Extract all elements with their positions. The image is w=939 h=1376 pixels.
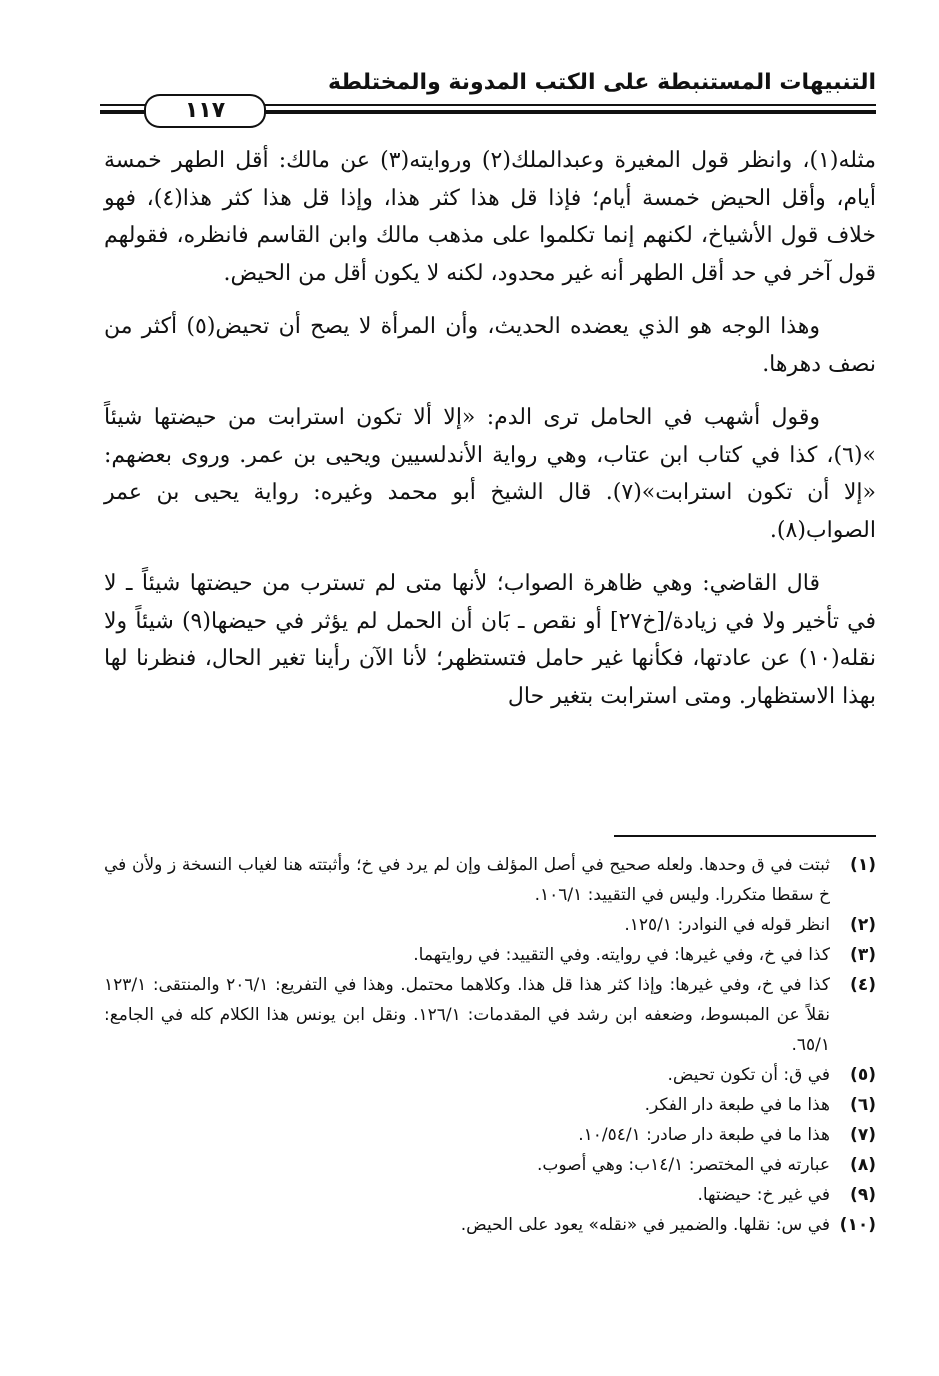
footnote-text: في غير خ: حيضتها. — [697, 1185, 830, 1205]
footnote-item — [104, 1180, 876, 1210]
footnote-number: (١) — [850, 855, 876, 875]
footnote-text: كذا في خ، وفي غيرها: وإذا كثر هذا قل هذا. وكلاهما محتمل. وهذا في التفريع: ٢٠٦/١ والمنتقى: ١٢٣/١ نقلاً عن المبسوط، وضعفه ابن رشد في المقدمات: ١٢٦/١. ونقل ابن يونس هذا الكلام كله في الجامع: ٦٥/١. — [104, 975, 830, 1055]
footnote-number: (٩) — [850, 1185, 876, 1205]
footnote-text: ثبتت في ق وحدها. ولعله صحيح في أصل المؤلف وإن لم يرد في خ؛ وأثبتته هنا لغياب النسخة ز ولأن في خ سقطا متكررا. وليس في التقييد: ١٠٦/١. — [104, 855, 830, 905]
footnote-number: (٧) — [850, 1125, 876, 1145]
main-text — [104, 142, 876, 731]
footnote-item — [104, 940, 876, 970]
footnote-number: (٦) — [850, 1095, 876, 1115]
footnote-item — [104, 1090, 876, 1120]
footnote-item — [104, 1060, 876, 1090]
paragraph: وهذا الوجه هو الذي يعضده الحديث، وأن المرأة لا يصح أن تحيض(٥) أكثر من نصف دهرها. — [104, 314, 876, 377]
footnote-number: (٤) — [850, 975, 876, 995]
footnotes — [104, 850, 876, 1240]
footnote-number: (١٠) — [839, 1215, 876, 1235]
footnote-number: (٣) — [850, 945, 876, 965]
footnote-item — [104, 1150, 876, 1180]
footnote-text: في س: نقلها. والضمير في «نقله» يعود على الحيض. — [460, 1215, 830, 1235]
footnote-text: انظر قوله في النوادر: ١٢٥/١. — [624, 915, 830, 935]
paragraph: مثله(١)، وانظر قول المغيرة وعبدالملك(٢) وروايته(٣) عن مالك: أقل الطهر خمسة أيام، وأقل الحيض خمسة أيام؛ فإذا قل هذا كثر هذا، وإذا قل هذا كثر هذا(٤)، فهو خلاف قول الأشياخ، لكنهم إنما تكلموا على مذهب مالك وابن القاسم فانظره، فقولهم قول آخر في حد أقل الطهر أنه غير محدود، لكنه لا يكون أقل من الحيض. — [104, 148, 877, 286]
footnote-text: هذا ما في طبعة دار صادر: ١٠/٥٤/١. — [578, 1125, 830, 1145]
footnote-divider — [614, 835, 876, 837]
footnote-text: كذا في خ، وفي غيرها: في روايته. وفي التقييد: في روايتهما. — [413, 945, 830, 965]
footnote-text: عبارته في المختصر: ١٤/١ب: وهي أصوب. — [536, 1155, 830, 1175]
footnote-item — [104, 910, 876, 940]
footnote-item — [104, 1210, 876, 1240]
footnote-item — [104, 1120, 876, 1150]
footnote-text: هذا ما في طبعة دار الفكر. — [644, 1095, 830, 1115]
footnote-number: (٥) — [850, 1065, 876, 1085]
footnote-item — [104, 970, 876, 1060]
footnote-number: (٢) — [850, 915, 876, 935]
paragraph: وقول أشهب في الحامل ترى الدم: «إلا ألا تكون استرابت من حيضتها شيئاً »(٦)، كذا في كتاب ابن عتاب، وهي رواية الأندلسيين ويحيى بن عمر. وروى بعضهم: «إلا أن تكون استرابت»(٧). قال الشيخ أبو محمد وغيره: رواية يحيى بن عمر الصواب(٨). — [104, 405, 876, 543]
paragraph: قال القاضي: وهي ظاهرة الصواب؛ لأنها متى لم تسترب من حيضتها شيئاً ـ لا في تأخير ولا في زيادة/[خ٢٧] أو نقص ـ بَان أن الحمل لم يؤثر في حيضها(٩) شيئاً ولا نقله(١٠) عن عادتها، فكأنها غير حامل فتستظهر؛ لأنا الآن رأينا تغير الحال، فنظرنا لها بهذا الاستظهار. ومتى استرابت بتغير حال — [104, 571, 876, 709]
running-title: التنبيهات المستنبطة على الكتب المدونة والمختلطة — [327, 70, 876, 95]
footnote-text: في ق: أن تكون تحيض. — [667, 1065, 830, 1085]
footnote-item — [104, 850, 876, 910]
page-number: ١١٧ — [144, 94, 266, 128]
page-header — [100, 70, 876, 130]
footnote-number: (٨) — [850, 1155, 876, 1175]
